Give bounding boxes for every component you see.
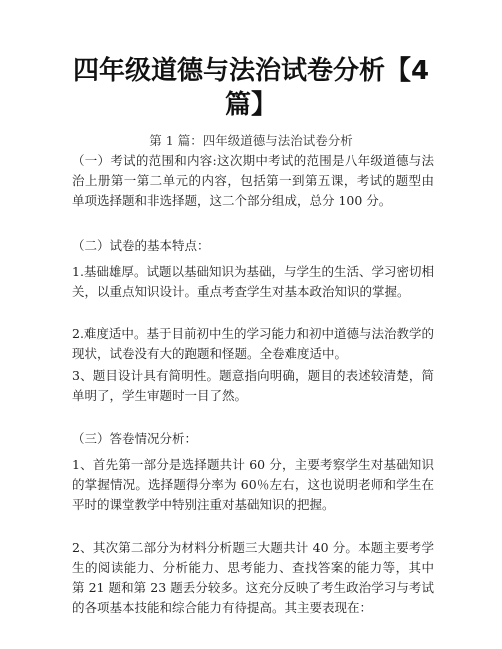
paragraph-analysis-1: 1、首先第一部分是选择题共计 60 分，主要考察学生对基础知识的掌握情况。选择题得分率为 60％左右，这也说明老师和学生在平时的课堂教学中特别注重对基础知识的把握。 (72, 457, 434, 512)
paragraph-feature-3: 3、题目设计具有简明性。题意指向明确，题目的表述较清楚，简单明了，学生审题时一目了然。 (72, 368, 434, 403)
paragraph-heading-features: （二）试卷的基本特点： (72, 238, 210, 253)
section-heading: 第 1 篇：四年级道德与法治试卷分析 (149, 133, 353, 148)
paragraph-heading-analysis: （三）答卷情况分析： (72, 431, 198, 446)
paragraph-feature-1: 1.基础雄厚。试题以基础知识为基础，与学生的生活、学习密切相关，以重点知识设计。重点考查学生对基本政治知识的掌握。 (72, 264, 434, 299)
paragraph-exam-scope: （一）考试的范围和内容:这次期中考试的范围是八年级道德与法治上册第一第二单元的内容，包括第一到第五课，考试的题型由单项选择题和非选择题，这二个部分组成，总分 100 分。 (72, 153, 434, 208)
paragraph-feature-2: 2.难度适中。基于目前初中生的学习能力和初中道德与法治教学的现状，试卷没有大的跑题和怪题。全卷难度适中。 (72, 326, 434, 361)
paragraph-analysis-2: 2、其次第二部分为材料分析题三大题共计 40 分。本题主要考学生的阅读能力、分析能力、思考能力、查找答案的能力等，其中第 21 题和第 23 题丢分较多。这充分反映了考生政治学习与考试的各项基本技能和综合能力有待提高。其主要表现在： (72, 540, 434, 615)
document-title: 四年级道德与法治试卷分析【4篇】 (72, 56, 430, 120)
